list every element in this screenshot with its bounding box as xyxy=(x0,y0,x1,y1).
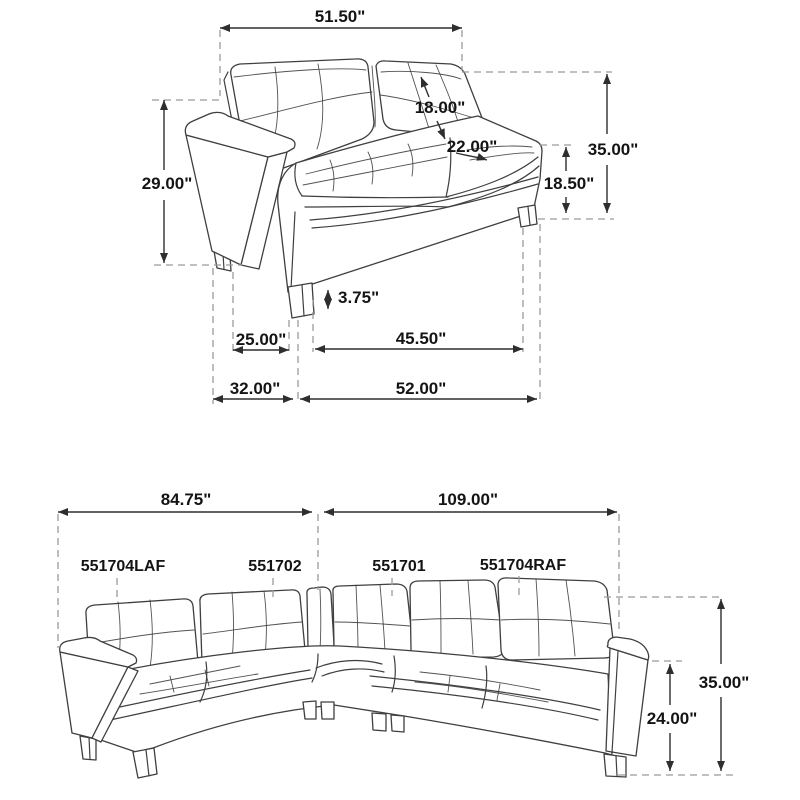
dim-overall-width-top-label: 51.50" xyxy=(314,7,366,26)
sectional-right-arm xyxy=(606,637,649,756)
loveseat-diagram xyxy=(142,7,639,404)
dim-base-width-label: 52.00" xyxy=(395,379,447,398)
dim-arm-front-width xyxy=(233,330,289,350)
dim-overall-width-top xyxy=(220,7,462,28)
sectional-part-labels xyxy=(81,557,567,575)
part-label-laf: 551704LAF xyxy=(80,558,166,575)
dim-right-width-label: 109.00" xyxy=(437,490,499,509)
dim-right-width xyxy=(324,490,617,512)
dim-arm-height-label: 24.00" xyxy=(646,709,698,728)
dim-overall-height xyxy=(588,74,639,213)
part-label-armless: 551701 xyxy=(372,558,426,575)
dim-back-cushion-label: 18.00" xyxy=(414,98,466,117)
dim-left-width-label: 84.75" xyxy=(160,490,212,509)
dim-overall-height-label: 35.00" xyxy=(587,140,639,159)
sectional-diagram xyxy=(58,490,749,778)
dim-side-depth-label: 32.00" xyxy=(229,379,281,398)
dim-seat-height-label: 18.50" xyxy=(543,174,595,193)
dim-leg-height-label: 3.75" xyxy=(338,288,380,307)
dim-back-height xyxy=(142,100,193,263)
dim-side-depth xyxy=(213,379,293,399)
part-label-corner: 551702 xyxy=(248,558,302,575)
sectional-seat-base xyxy=(92,646,612,755)
dim-sectional-height xyxy=(699,599,750,771)
dim-left-width xyxy=(58,490,312,512)
dim-seat-width xyxy=(315,329,523,349)
part-label-raf: 551704RAF xyxy=(479,557,567,574)
dim-seat-depth-label: 22.00" xyxy=(446,137,498,156)
dim-arm-height xyxy=(647,664,698,771)
dim-back-height-label: 29.00" xyxy=(141,174,193,193)
dim-sectional-height-label: 35.00" xyxy=(698,673,750,692)
dim-base-width xyxy=(300,379,537,399)
dim-seat-width-label: 45.50" xyxy=(395,329,447,348)
dim-arm-front-width-label: 25.00" xyxy=(235,330,287,349)
dim-leg-height xyxy=(328,288,379,309)
